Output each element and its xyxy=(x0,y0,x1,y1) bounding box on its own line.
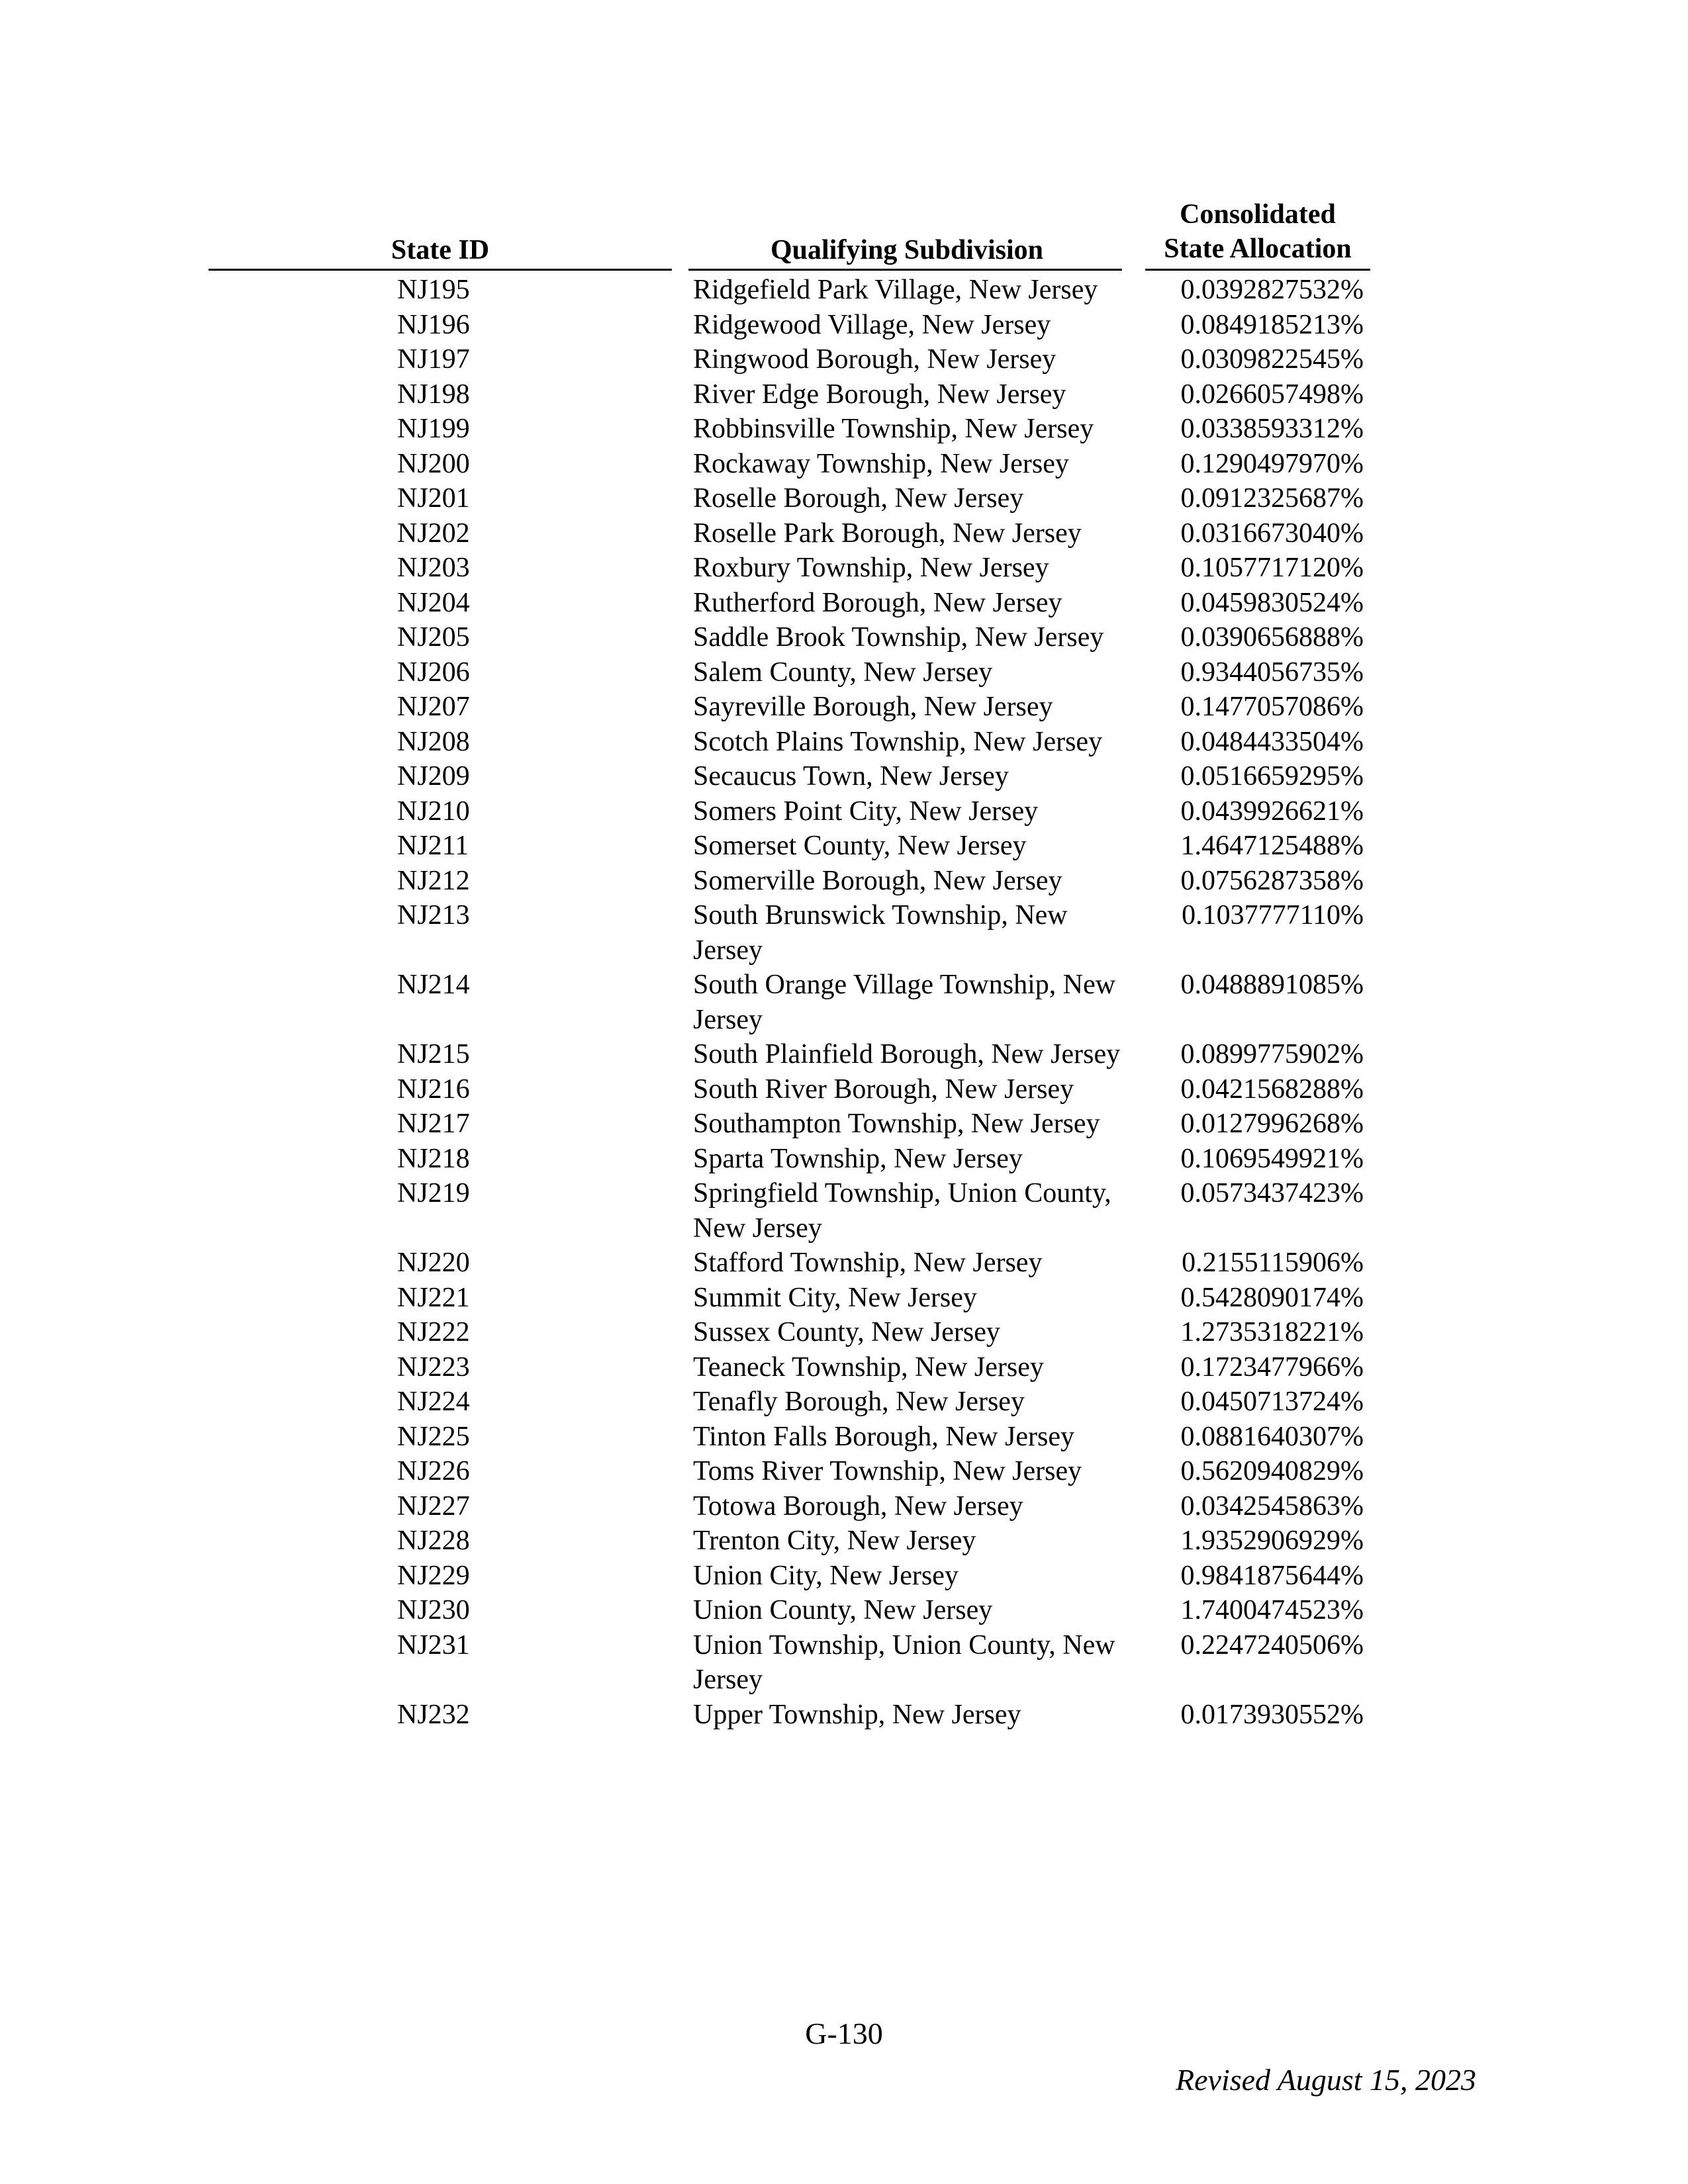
subdivision-cell: South Brunswick Township, New Jersey xyxy=(693,900,1068,966)
state-id-cell: NJ217 xyxy=(397,1109,470,1139)
state-id-cell: NJ225 xyxy=(397,1421,470,1452)
allocation-cell: 1.2735318221% xyxy=(1180,1317,1364,1347)
state-id-cell: NJ223 xyxy=(397,1351,470,1383)
table-row xyxy=(0,342,1688,377)
subdivision-cell: Springfield Township, Union County, New Jersey xyxy=(693,1178,1111,1244)
state-id-cell: NJ206 xyxy=(397,657,470,688)
state-id-cell: NJ209 xyxy=(397,761,470,792)
allocation-cell: 0.0390656888% xyxy=(1180,622,1364,653)
state-id-cell: NJ210 xyxy=(397,796,470,827)
subdivision-cell: Rutherford Borough, New Jersey xyxy=(693,587,1062,618)
table-row xyxy=(0,308,1688,343)
table-row xyxy=(0,1420,1688,1455)
allocation-cell: 0.0309822545% xyxy=(1180,344,1364,375)
table-row xyxy=(0,1385,1688,1420)
table-row xyxy=(0,447,1688,482)
table-row xyxy=(0,655,1688,690)
table-row xyxy=(0,725,1688,760)
subdivision-cell: Scotch Plains Township, New Jersey xyxy=(693,726,1103,757)
header-state-id: State ID xyxy=(391,235,490,265)
allocation-cell: 0.0450713724% xyxy=(1180,1387,1364,1417)
header-qualifying-subdivision: Qualifying Subdivision xyxy=(770,235,1044,265)
allocation-cell: 0.1477057086% xyxy=(1180,692,1364,722)
state-id-cell: NJ214 xyxy=(397,970,470,1000)
state-id-cell: NJ215 xyxy=(397,1039,470,1069)
header-underline-allocation xyxy=(1145,269,1370,271)
allocation-cell: 0.1723477966% xyxy=(1180,1351,1364,1383)
header-allocation-line2: State Allocation xyxy=(1164,234,1352,264)
table-row xyxy=(0,586,1688,621)
allocation-cell: 0.1057717120% xyxy=(1180,553,1364,583)
state-id-cell: NJ226 xyxy=(397,1456,470,1486)
allocation-cell: 0.9841875644% xyxy=(1180,1560,1364,1591)
allocation-cell: 0.2155115906% xyxy=(1182,1248,1364,1278)
state-id-cell: NJ202 xyxy=(397,518,470,549)
state-id-cell: NJ197 xyxy=(397,344,470,375)
state-id-cell: NJ222 xyxy=(397,1317,470,1347)
subdivision-cell: Ridgefield Park Village, New Jersey xyxy=(693,275,1098,305)
subdivision-cell: Roxbury Township, New Jersey xyxy=(693,553,1049,583)
allocation-cell: 0.0849185213% xyxy=(1180,309,1364,340)
allocation-cell: 0.0173930552% xyxy=(1180,1699,1364,1730)
state-id-cell: NJ208 xyxy=(397,726,470,757)
subdivision-cell: Tinton Falls Borough, New Jersey xyxy=(693,1421,1074,1452)
subdivision-cell: Union City, New Jersey xyxy=(693,1560,959,1591)
state-id-cell: NJ219 xyxy=(397,1178,470,1208)
subdivision-cell: Ridgewood Village, New Jersey xyxy=(693,309,1051,340)
subdivision-cell: River Edge Borough, New Jersey xyxy=(693,379,1066,410)
subdivision-cell: South Plainfield Borough, New Jersey xyxy=(693,1039,1121,1069)
state-id-cell: NJ203 xyxy=(397,553,470,583)
table-row xyxy=(0,1072,1688,1107)
allocation-cell: 1.9352906929% xyxy=(1180,1525,1364,1556)
allocation-cell: 0.0421568288% xyxy=(1180,1073,1364,1105)
state-id-cell: NJ227 xyxy=(397,1490,470,1522)
state-id-cell: NJ200 xyxy=(397,448,470,479)
table-row xyxy=(0,516,1688,551)
allocation-cell: 0.0338593312% xyxy=(1180,414,1364,444)
allocation-cell: 0.0912325687% xyxy=(1180,483,1364,514)
revision-date: Revised August 15, 2023 xyxy=(1176,2063,1476,2097)
subdivision-cell: Roselle Park Borough, New Jersey xyxy=(693,518,1082,549)
state-id-cell: NJ207 xyxy=(397,692,470,722)
state-id-cell: NJ204 xyxy=(397,587,470,618)
subdivision-cell: Sussex County, New Jersey xyxy=(693,1317,1000,1347)
table-row xyxy=(0,829,1688,864)
subdivision-cell: Somerville Borough, New Jersey xyxy=(693,865,1062,896)
subdivision-cell: Saddle Brook Township, New Jersey xyxy=(693,622,1104,653)
allocation-cell: 0.0316673040% xyxy=(1180,518,1364,549)
table-row xyxy=(0,1698,1688,1733)
allocation-cell: 0.0392827532% xyxy=(1180,275,1364,305)
state-id-cell: NJ199 xyxy=(397,414,470,444)
table-row xyxy=(0,690,1688,725)
subdivision-cell: Union Township, Union County, New Jersey xyxy=(693,1629,1115,1695)
table-row xyxy=(0,968,1688,1037)
table-row xyxy=(0,1176,1688,1246)
table-row xyxy=(0,412,1688,447)
table-row xyxy=(0,1489,1688,1524)
state-id-cell: NJ230 xyxy=(397,1595,470,1625)
state-id-cell: NJ201 xyxy=(397,483,470,514)
table-row xyxy=(0,1350,1688,1385)
allocation-cell: 0.0516659295% xyxy=(1180,761,1364,792)
allocation-cell: 0.1069549921% xyxy=(1180,1143,1364,1174)
allocation-cell: 0.0484433504% xyxy=(1180,726,1364,757)
allocation-cell: 0.0439926621% xyxy=(1180,796,1364,827)
subdivision-cell: Sparta Township, New Jersey xyxy=(693,1143,1023,1174)
state-id-cell: NJ221 xyxy=(397,1282,470,1313)
subdivision-cell: Union County, New Jersey xyxy=(693,1595,993,1625)
table-row xyxy=(0,1315,1688,1350)
allocation-cell: 0.0342545863% xyxy=(1180,1490,1364,1522)
table-row xyxy=(0,1454,1688,1489)
allocation-cell: 0.9344056735% xyxy=(1180,657,1364,688)
subdivision-cell: Somerset County, New Jersey xyxy=(693,831,1027,861)
table-row xyxy=(0,551,1688,586)
allocation-table-body xyxy=(0,273,1688,1732)
allocation-cell: 0.5620940829% xyxy=(1180,1456,1364,1486)
table-row xyxy=(0,1107,1688,1142)
table-row xyxy=(0,898,1688,968)
subdivision-cell: Tenafly Borough, New Jersey xyxy=(693,1387,1025,1417)
subdivision-cell: Toms River Township, New Jersey xyxy=(693,1456,1082,1486)
header-underline-state-id xyxy=(209,269,672,271)
state-id-cell: NJ205 xyxy=(397,622,470,653)
allocation-cell: 0.0899775902% xyxy=(1180,1039,1364,1069)
state-id-cell: NJ198 xyxy=(397,379,470,410)
header-underline-subdivision xyxy=(688,269,1122,271)
subdivision-cell: Southampton Township, New Jersey xyxy=(693,1109,1100,1139)
table-row xyxy=(0,481,1688,516)
subdivision-cell: Teaneck Township, New Jersey xyxy=(693,1351,1044,1383)
state-id-cell: NJ228 xyxy=(397,1525,470,1556)
allocation-cell: 1.4647125488% xyxy=(1180,831,1364,861)
table-row xyxy=(0,759,1688,794)
subdivision-cell: South River Borough, New Jersey xyxy=(693,1073,1074,1105)
allocation-cell: 0.0127996268% xyxy=(1180,1109,1364,1139)
subdivision-cell: South Orange Village Township, New Jersey xyxy=(693,970,1116,1035)
page-number: G-130 xyxy=(805,2017,883,2050)
subdivision-cell: Roselle Borough, New Jersey xyxy=(693,483,1024,514)
table-row xyxy=(0,1246,1688,1281)
state-id-cell: NJ195 xyxy=(397,275,470,305)
subdivision-cell: Upper Township, New Jersey xyxy=(693,1699,1021,1730)
table-row xyxy=(0,1524,1688,1559)
subdivision-cell: Trenton City, New Jersey xyxy=(693,1525,976,1556)
table-row xyxy=(0,1281,1688,1316)
state-id-cell: NJ213 xyxy=(397,900,470,931)
state-id-cell: NJ229 xyxy=(397,1560,470,1591)
state-id-cell: NJ212 xyxy=(397,865,470,896)
allocation-cell: 0.0573437423% xyxy=(1180,1178,1364,1208)
table-row xyxy=(0,620,1688,655)
state-id-cell: NJ211 xyxy=(397,831,469,861)
subdivision-cell: Rockaway Township, New Jersey xyxy=(693,448,1069,479)
header-consolidated-state-allocation xyxy=(1145,197,1370,266)
state-id-cell: NJ232 xyxy=(397,1699,470,1730)
state-id-cell: NJ224 xyxy=(397,1387,470,1417)
table-row xyxy=(0,864,1688,899)
subdivision-cell: Sayreville Borough, New Jersey xyxy=(693,692,1053,722)
header-allocation-line1: Consolidated xyxy=(1180,199,1336,230)
table-row xyxy=(0,794,1688,829)
subdivision-cell: Stafford Township, New Jersey xyxy=(693,1248,1043,1278)
allocation-cell: 0.0266057498% xyxy=(1180,379,1364,410)
allocation-cell: 0.0459830524% xyxy=(1180,587,1364,618)
state-id-cell: NJ218 xyxy=(397,1143,470,1174)
table-row xyxy=(0,1037,1688,1072)
subdivision-cell: Totowa Borough, New Jersey xyxy=(693,1490,1023,1522)
subdivision-cell: Summit City, New Jersey xyxy=(693,1282,977,1313)
table-row xyxy=(0,1559,1688,1594)
subdivision-cell: Secaucus Town, New Jersey xyxy=(693,761,1009,792)
state-id-cell: NJ196 xyxy=(397,309,470,340)
allocation-cell: 0.2247240506% xyxy=(1180,1629,1364,1661)
allocation-cell: 0.1037777110% xyxy=(1182,900,1364,931)
state-id-cell: NJ216 xyxy=(397,1073,470,1105)
allocation-cell: 1.7400474523% xyxy=(1180,1595,1364,1625)
table-row xyxy=(0,1142,1688,1177)
subdivision-cell: Ringwood Borough, New Jersey xyxy=(693,344,1056,375)
subdivision-cell: Somers Point City, New Jersey xyxy=(693,796,1039,827)
allocation-cell: 0.0881640307% xyxy=(1180,1421,1364,1452)
allocation-cell: 0.0488891085% xyxy=(1180,970,1364,1000)
subdivision-cell: Robbinsville Township, New Jersey xyxy=(693,414,1094,444)
table-row xyxy=(0,1593,1688,1628)
allocation-cell: 0.1290497970% xyxy=(1180,448,1364,479)
table-row xyxy=(0,273,1688,308)
subdivision-cell: Salem County, New Jersey xyxy=(693,657,993,688)
table-row xyxy=(0,377,1688,412)
state-id-cell: NJ220 xyxy=(397,1248,470,1278)
table-row xyxy=(0,1628,1688,1698)
allocation-cell: 0.5428090174% xyxy=(1180,1282,1364,1313)
state-id-cell: NJ231 xyxy=(397,1629,470,1661)
allocation-cell: 0.0756287358% xyxy=(1180,865,1364,896)
